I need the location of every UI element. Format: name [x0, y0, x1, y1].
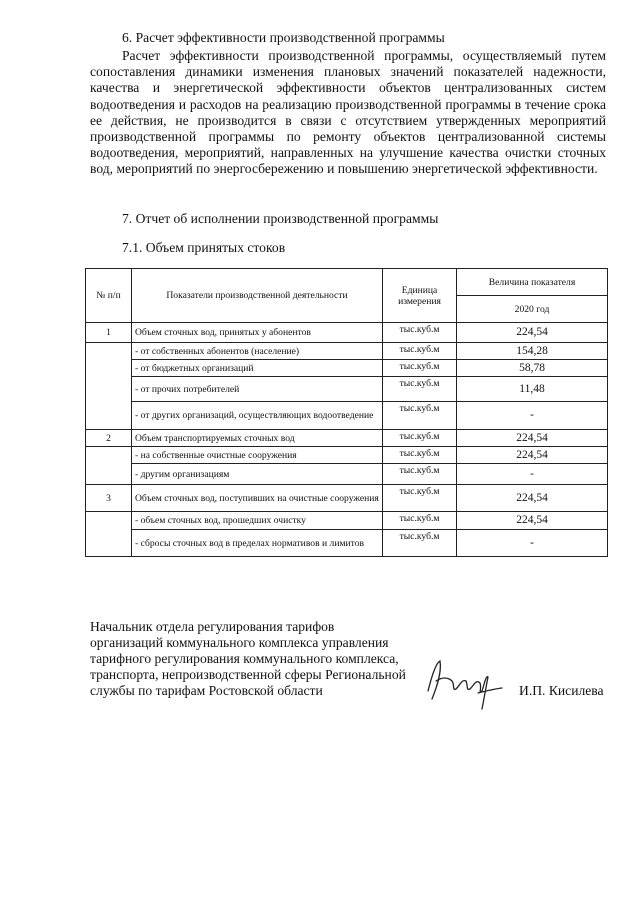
row-value: - [457, 402, 608, 430]
row-unit: тыс.куб.м [383, 530, 457, 557]
row-num: 2 [86, 430, 132, 447]
table-row [86, 323, 608, 343]
row-value: - [457, 530, 608, 557]
row-unit: тыс.куб.м [383, 402, 457, 430]
row-value: - [457, 464, 608, 485]
row-num: 1 [86, 323, 132, 343]
table-row [86, 512, 608, 530]
table-row [86, 343, 608, 360]
table-row [86, 485, 608, 512]
handwritten-signature [422, 655, 504, 713]
row-unit: тыс.куб.м [383, 323, 457, 343]
row-value: 154,28 [457, 343, 608, 360]
table-row [86, 464, 608, 485]
row-value: 58,78 [457, 360, 608, 377]
row-indicator: Объем транспортируемых сточных вод [132, 430, 383, 447]
table-row [86, 430, 608, 447]
row-num: 3 [86, 485, 132, 512]
header-value-group: Величина показателя [457, 269, 608, 296]
row-num [86, 447, 132, 485]
row-indicator: - от собственных абонентов (население) [132, 343, 383, 360]
section-6-heading: 6. Расчет эффективности производственной программы [122, 30, 445, 45]
header-num: № п/п [86, 269, 132, 323]
header-year: 2020 год [457, 296, 608, 323]
row-indicator: - объем сточных вод, прошедших очистку [132, 512, 383, 530]
row-indicator: - от бюджетных организаций [132, 360, 383, 377]
row-indicator: - другим организациям [132, 464, 383, 485]
row-unit: тыс.куб.м [383, 377, 457, 402]
row-unit: тыс.куб.м [383, 430, 457, 447]
row-indicator: Объем сточных вод, принятых у абонентов [132, 323, 383, 343]
table-row [86, 447, 608, 464]
row-value: 224,54 [457, 430, 608, 447]
table-row [86, 360, 608, 377]
signatory-position: Начальник отдела регулирования тарифов организаций коммунального комплекса управления тарифного регулирования коммунального комплекса, транспорта, непроизводственной сферы Региональной службы по тарифам Ростовской области [90, 619, 406, 699]
row-indicator: - от прочих потребителей [132, 377, 383, 402]
row-indicator: - от других организаций, осуществляющих водоотведение [132, 402, 383, 430]
row-indicator: Объем сточных вод, поступивших на очистные сооружения [132, 485, 383, 512]
row-value: 224,54 [457, 485, 608, 512]
row-num [86, 343, 132, 430]
header-unit: Единица измерения [383, 269, 457, 323]
row-unit: тыс.куб.м [383, 360, 457, 377]
row-unit: тыс.куб.м [383, 485, 457, 512]
wastewater-volume-table [85, 268, 608, 557]
header-indicator: Показатели производственной деятельности [132, 269, 383, 323]
table-row [86, 377, 608, 402]
row-unit: тыс.куб.м [383, 447, 457, 464]
table-row [86, 402, 608, 430]
row-value: 224,54 [457, 323, 608, 343]
table-row [86, 530, 608, 557]
row-unit: тыс.куб.м [383, 512, 457, 530]
row-value: 11,48 [457, 377, 608, 402]
row-unit: тыс.куб.м [383, 464, 457, 485]
row-unit: тыс.куб.м [383, 343, 457, 360]
row-indicator: - сбросы сточных вод в пределах нормативов и лимитов [132, 530, 383, 557]
row-value: 224,54 [457, 447, 608, 464]
section-6-paragraph: Расчет эффективности производственной программы, осуществляемый путем сопоставления динамики изменения плановых значений показателей надежности, качества и энергетической эффективности объектов централизованных систем водоотведения и расходов на реализацию производственной программы в течение срока ее действия, не производится в связи с отсутствием утвержденных мероприятий производственной программы по ремонту объектов централизованной системы водоотведения, мероприятий, направленных на улучшение качества очистки сточных вод, мероприятий по энергосбережению и повышению энергетической эффективности. [90, 48, 606, 177]
section-7-1-heading: 7.1. Объем принятых стоков [122, 240, 286, 255]
row-indicator: - на собственные очистные сооружения [132, 447, 383, 464]
row-value: 224,54 [457, 512, 608, 530]
row-num [86, 512, 132, 557]
section-7-heading: 7. Отчет об исполнении производственной программы [122, 211, 439, 226]
signatory-name: И.П. Кисилева [519, 683, 604, 698]
